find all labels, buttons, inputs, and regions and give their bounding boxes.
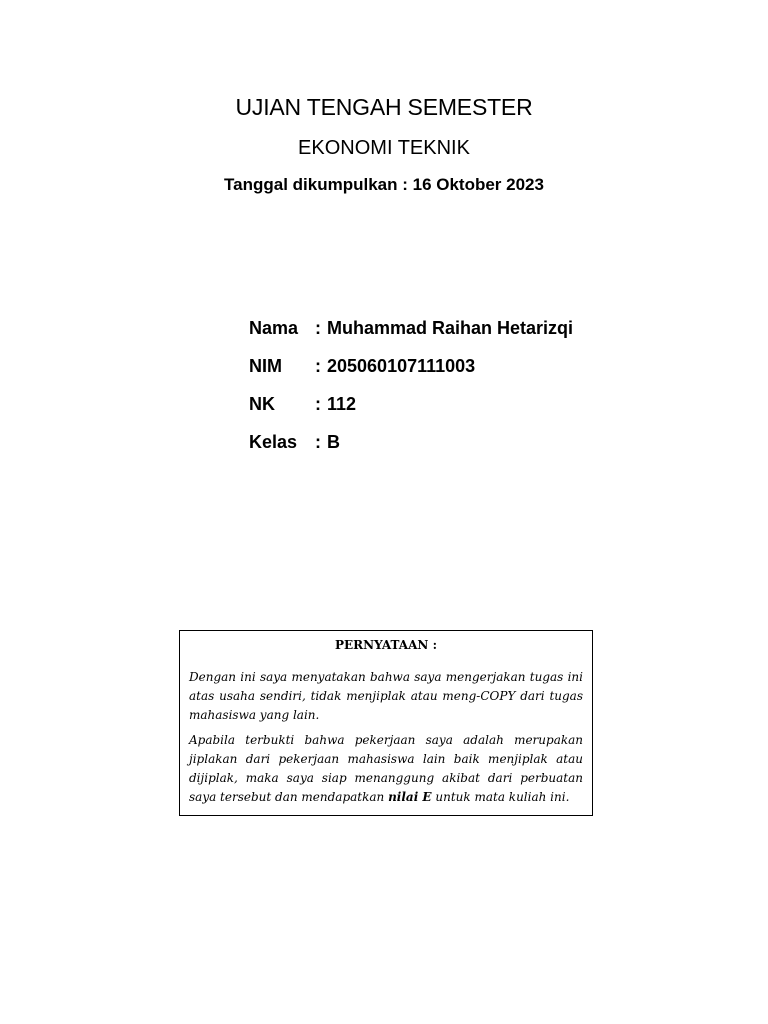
info-row-name	[249, 318, 573, 356]
statement-paragraph-1: Dengan ini saya menyatakan bahwa saya mengerjakan tugas ini atas usaha sendiri, tidak menjiplak atau meng-COPY dari tugas mahasiswa yang lain.	[189, 670, 583, 722]
info-label: NIM	[249, 356, 282, 376]
info-label: Kelas	[249, 432, 298, 452]
submission-date: Tanggal dikumpulkan : 16 Oktober 2023	[224, 175, 544, 194]
statement-paragraph-2-end: untuk mata kuliah ini.	[431, 790, 570, 804]
statement-paragraph-2	[189, 731, 583, 807]
info-row-nim	[249, 356, 573, 394]
statement-paragraph-2-text: Apabila terbukti bahwa pekerjaan saya adalah merupakan jiplakan dari pekerjaan mahasiswa lain baik menjiplak atau dijiplak, maka saya siap menanggung akibat dari perbuatan saya tersebut dan mendapatkan	[189, 733, 583, 804]
statement-title: PERNYATAAN :	[334, 638, 438, 652]
info-value: Muhammad Raihan Hetarizqi	[327, 318, 574, 338]
info-label: Nama	[249, 318, 299, 338]
info-row-kelas	[249, 432, 573, 470]
statement-box	[179, 630, 593, 816]
info-separator: :	[315, 318, 321, 338]
info-value: 112	[327, 394, 357, 414]
grade-emphasis: nilai E	[388, 790, 432, 804]
page-title: UJIAN TENGAH SEMESTER	[235, 94, 533, 120]
student-info	[249, 318, 573, 470]
info-value: B	[327, 432, 340, 452]
info-value: 205060107111003	[327, 356, 476, 376]
course-title: EKONOMI TEKNIK	[298, 137, 470, 159]
info-label: NK	[249, 394, 275, 414]
info-separator: :	[315, 356, 321, 376]
info-row-nk	[249, 394, 573, 432]
info-separator: :	[315, 432, 321, 452]
info-separator: :	[315, 394, 321, 414]
